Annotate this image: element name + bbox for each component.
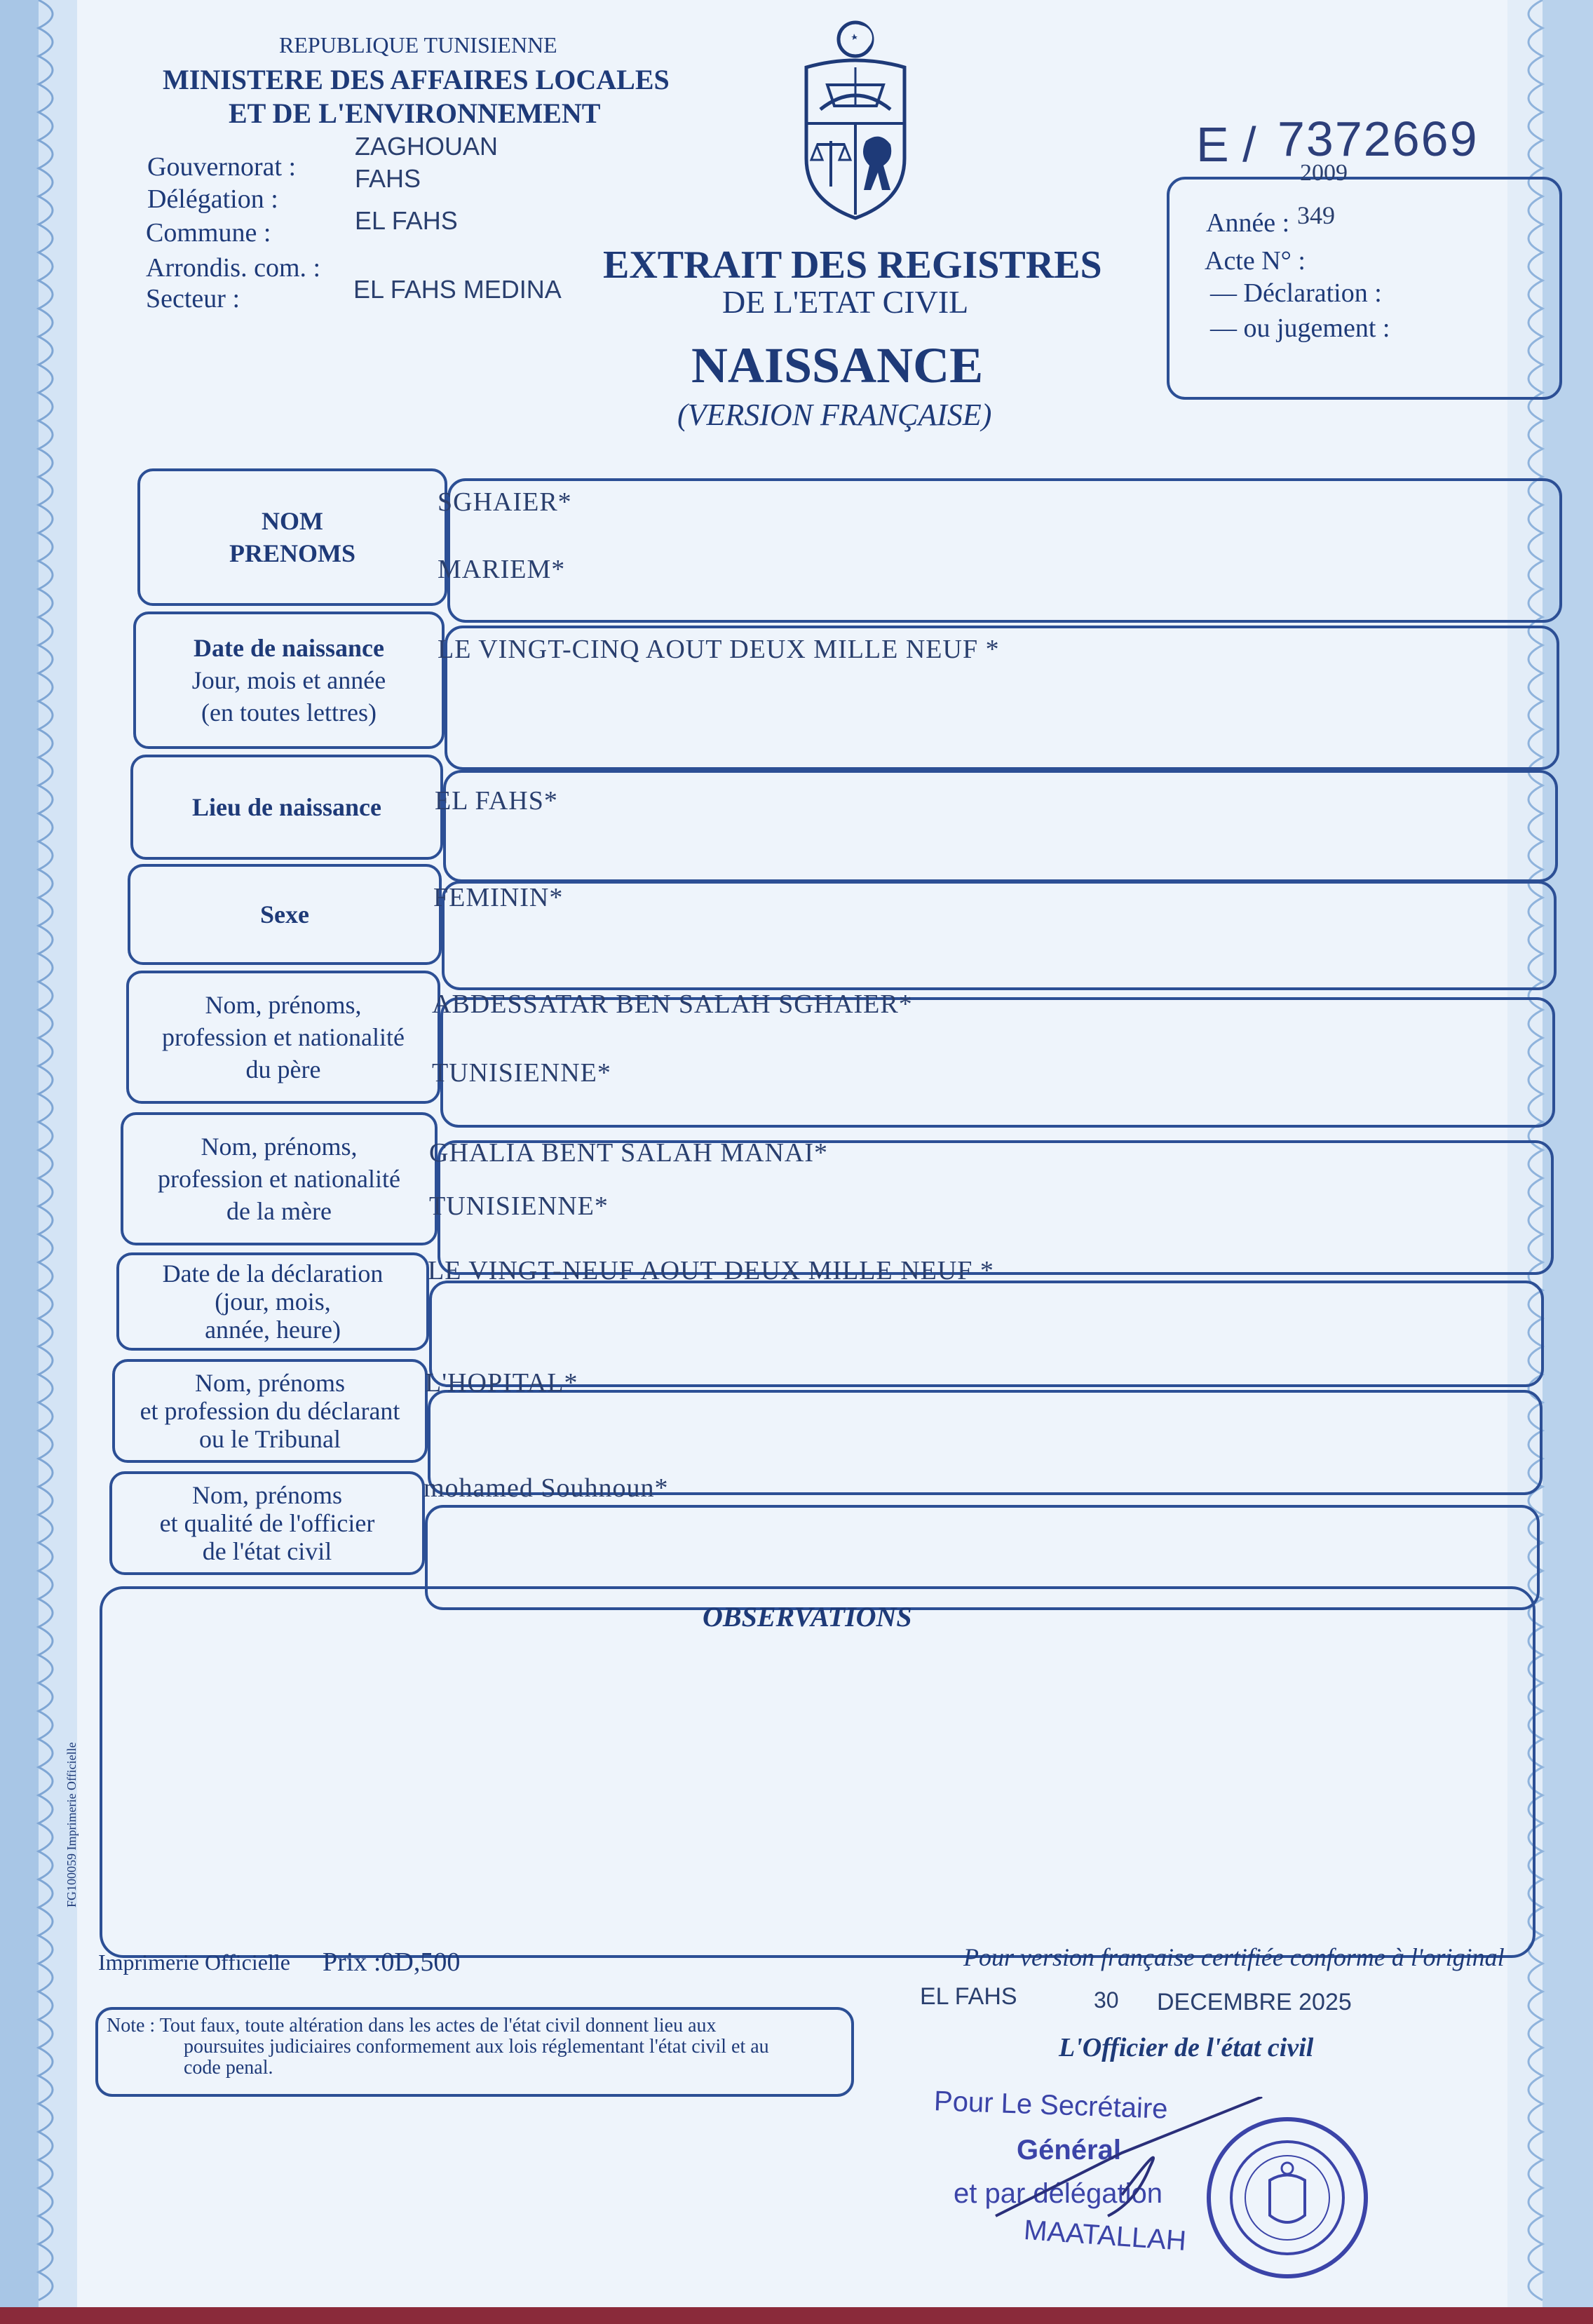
declarant-label3: ou le Tribunal xyxy=(198,1425,341,1453)
sexe-label-box xyxy=(128,864,442,965)
title-line2: DE L'ETAT CIVIL xyxy=(722,284,969,320)
pere-label1: Nom, prénoms, xyxy=(205,991,362,1019)
pere-label3: du père xyxy=(245,1055,321,1083)
declaration-value-box xyxy=(429,1281,1544,1387)
lieu-label: Lieu de naissance xyxy=(191,793,382,821)
pere-label-box xyxy=(126,971,440,1104)
declaration-label: — Déclaration : xyxy=(1210,278,1382,308)
declarant-label-box xyxy=(112,1359,428,1463)
mere-label2: profession et nationalité xyxy=(158,1165,400,1193)
officier-value: mohamed Souhnoun* xyxy=(423,1473,669,1503)
officier-label1: Nom, prénoms xyxy=(192,1481,342,1509)
side-print-text: FG100059 Imprimerie Officielle xyxy=(65,1742,79,1907)
officier-label2: et qualité de l'officier xyxy=(159,1509,375,1537)
page-title: NAISSANCE xyxy=(691,337,984,393)
mere-label1: Nom, prénoms, xyxy=(201,1133,358,1161)
date-naissance-label2: Jour, mois et année xyxy=(191,666,386,694)
officier-label3: de l'état civil xyxy=(202,1537,332,1565)
observations-box xyxy=(100,1586,1536,1958)
officier-label-box xyxy=(109,1471,425,1575)
declarant-label2: et profession du déclarant xyxy=(140,1397,400,1425)
secteur-value: EL FAHS MEDINA xyxy=(353,275,562,304)
place-text: EL FAHS xyxy=(920,1983,1017,2010)
lieu-value: EL FAHS* xyxy=(435,786,558,816)
stamp-line1: Pour Le Secrétaire xyxy=(933,2086,1169,2125)
ministry-line2: ET DE L'ENVIRONNEMENT xyxy=(229,97,601,129)
lieu-label-box xyxy=(130,755,443,860)
stamp-line3: et par délégation xyxy=(954,2178,1163,2209)
republic-text: REPUBLIQUE TUNISIENNE xyxy=(279,32,557,58)
pere-label2: profession et nationalité xyxy=(162,1023,405,1051)
declaration-label1: Date de la déclaration xyxy=(162,1259,384,1288)
date-naissance-value: LE VINGT-CINQ AOUT DEUX MILLE NEUF * xyxy=(438,635,1000,664)
note-text: Note : Tout faux, toute altération dans les actes de l'état civil donnent lieu aux xyxy=(107,2015,717,2036)
nom-label: NOM xyxy=(262,507,323,535)
commune-value: EL FAHS xyxy=(355,206,458,235)
secteur-label: Secteur : xyxy=(146,284,240,313)
nom-prenoms-label-box xyxy=(137,468,447,606)
nom-value: SGHAIER* xyxy=(438,487,572,517)
jugement-label: — ou jugement : xyxy=(1210,313,1390,343)
gouvernorat-value: ZAGHOUAN xyxy=(355,132,499,161)
pere-value1: ABDESSATAR BEN SALAH SGHAIER* xyxy=(432,989,913,1019)
declaration-label-box xyxy=(116,1252,429,1351)
arrondis-label: Arrondis. com. : xyxy=(146,253,321,283)
lieu-value-box xyxy=(443,770,1558,882)
declaration-value: LE VINGT-NEUF AOUT DEUX MILLE NEUF * xyxy=(428,1256,994,1285)
serial-number: 7372669 xyxy=(1277,112,1479,166)
sexe-value-box xyxy=(442,881,1557,990)
mere-label-box xyxy=(121,1112,438,1245)
sexe-label: Sexe xyxy=(260,900,309,928)
acte-value: 349 xyxy=(1297,201,1335,229)
ministry-line1: MINISTERE DES AFFAIRES LOCALES xyxy=(163,64,670,95)
certified-text: Pour version française certifiée conforme à l'original xyxy=(963,1943,1505,1971)
official-seal-icon xyxy=(1203,2114,1371,2282)
mere-value1: GHALIA BENT SALAH MANAI* xyxy=(429,1138,829,1168)
serial-prefix: E / xyxy=(1196,117,1256,172)
prenoms-value: MARIEM* xyxy=(438,555,566,584)
coat-of-arms-icon xyxy=(792,18,918,222)
declarant-label1: Nom, prénoms xyxy=(195,1369,345,1397)
stamp-line4: MAATALLAH xyxy=(1022,2214,1188,2257)
pere-value2: TUNISIENNE* xyxy=(432,1058,611,1088)
day-text: 30 xyxy=(1094,1987,1119,2013)
mere-value2: TUNISIENNE* xyxy=(429,1191,609,1221)
observations-title: OBSERVATIONS xyxy=(703,1601,912,1633)
declaration-label3: année, heure) xyxy=(205,1316,341,1344)
note-text-3: code penal. xyxy=(184,2057,273,2079)
gouvernorat-label: Gouvernorat : xyxy=(147,152,297,182)
annee-value: 2009 xyxy=(1300,160,1348,186)
decorative-border-left xyxy=(0,0,77,2307)
acte-label: Acte N° : xyxy=(1205,246,1306,276)
title-line1: EXTRAIT DES REGISTRES xyxy=(603,243,1102,287)
annee-label: Année : xyxy=(1206,208,1290,238)
prix-text: Prix :0D,500 xyxy=(323,1947,461,1977)
date-naissance-label-box xyxy=(133,612,445,749)
commune-label: Commune : xyxy=(146,218,271,248)
officer-title: L'Officier de l'état civil xyxy=(1059,2033,1314,2062)
prenoms-label: PRENOMS xyxy=(229,539,355,567)
sexe-value: FEMININ* xyxy=(433,883,564,912)
declaration-label2: (jour, mois, xyxy=(215,1288,331,1316)
delegation-value: FAHS xyxy=(355,164,421,193)
date-naissance-label1: Date de naissance xyxy=(194,634,384,662)
title-version: (VERSION FRANÇAISE) xyxy=(677,398,992,432)
nom-prenoms-value-box xyxy=(447,478,1562,623)
mere-label3: de la mère xyxy=(226,1197,332,1225)
stamp-line2: Général xyxy=(1017,2135,1121,2166)
month-year-text: DECEMBRE 2025 xyxy=(1157,1989,1352,2015)
imprimerie-text: Imprimerie Officielle xyxy=(98,1950,290,1975)
note-text-2: poursuites judiciaires conformement aux lois réglementant l'état civil et au xyxy=(184,2036,769,2058)
date-naissance-label3: (en toutes lettres) xyxy=(201,698,377,727)
declarant-value: L'HOPITAL* xyxy=(425,1368,578,1398)
delegation-label: Délégation : xyxy=(147,184,278,214)
